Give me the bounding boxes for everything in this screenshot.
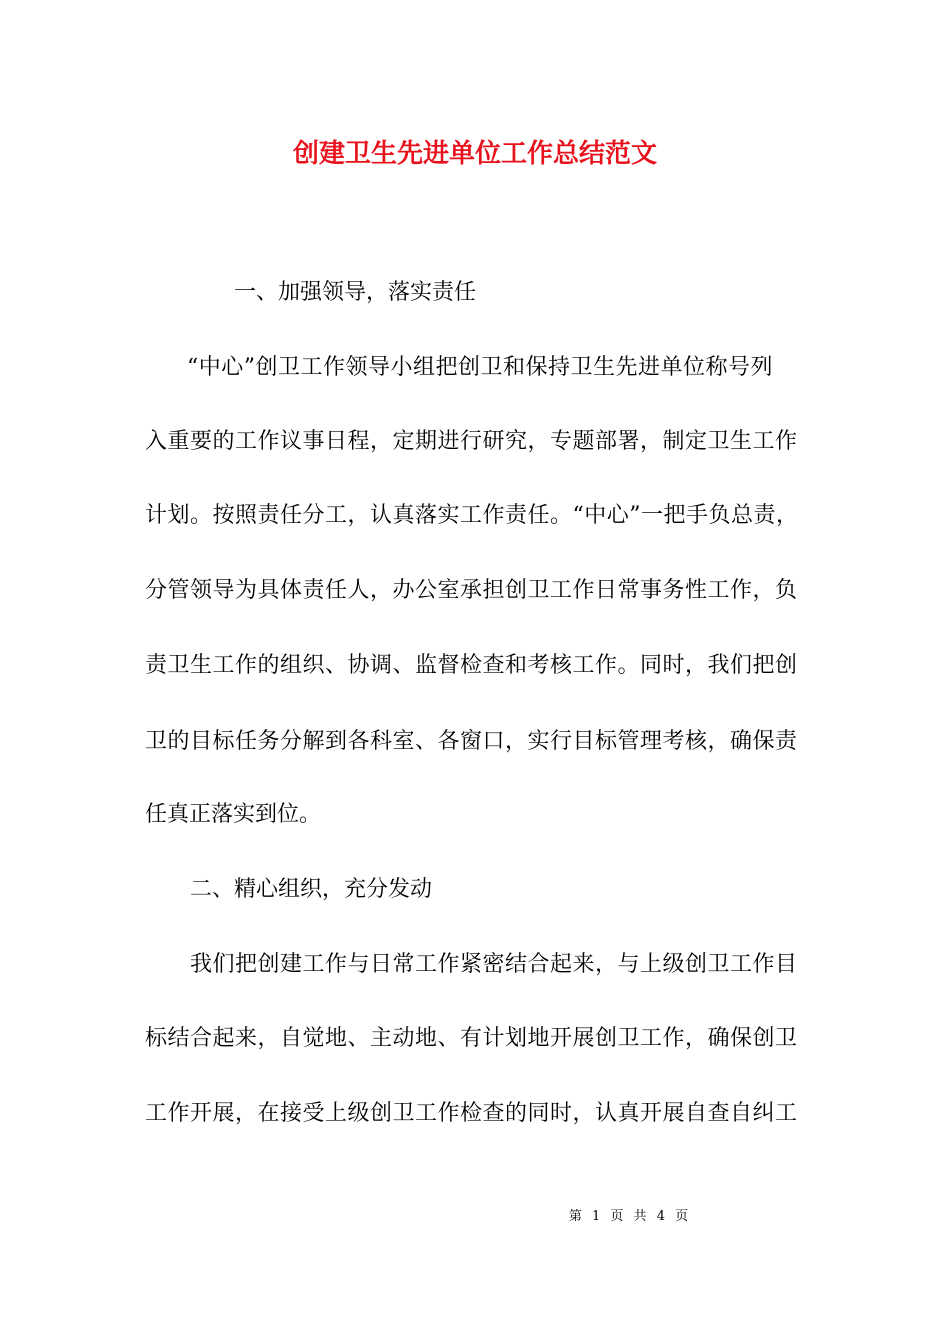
paragraph-1-line: 分管领导为具体责任人，办公室承担创卫工作日常事务性工作，负	[145, 578, 798, 603]
section-heading-2: 二、精心组织，充分发动	[190, 877, 433, 902]
paragraph-1-line: 责卫生工作的组织、协调、监督检查和考核工作。同时，我们把创	[145, 653, 798, 678]
paragraph-1-line: 卫的目标任务分解到各科室、各窗口，实行目标管理考核，确保责	[145, 729, 798, 754]
paragraph-2-line: 标结合起来，自觉地、主动地、有计划地开展创卫工作，确保创卫	[145, 1026, 798, 1051]
page-title: 创建卫生先进单位工作总结范文	[292, 139, 657, 169]
paragraph-2-line: 工作开展，在接受上级创卫工作检查的同时，认真开展自查自纠工	[145, 1101, 798, 1126]
paragraph-1-line: 计划。按照责任分工，认真落实工作责任。“中心”一把手负总责，	[145, 503, 799, 528]
section-heading-1: 一、加强领导，落实责任	[234, 280, 477, 305]
paragraph-1-line: 任真正落实到位。	[145, 802, 322, 827]
paragraph-2-line: 我们把创建工作与日常工作紧密结合起来，与上级创卫工作目	[190, 952, 798, 977]
paragraph-1-line: 入重要的工作议事日程，定期进行研究，专题部署，制定卫生工作	[145, 429, 798, 454]
paragraph-1-line: “中心”创卫工作领导小组把创卫和保持卫生先进单位称号列	[187, 355, 773, 380]
page-number-footer: 第 1 页 共 4 页	[568, 1209, 692, 1224]
